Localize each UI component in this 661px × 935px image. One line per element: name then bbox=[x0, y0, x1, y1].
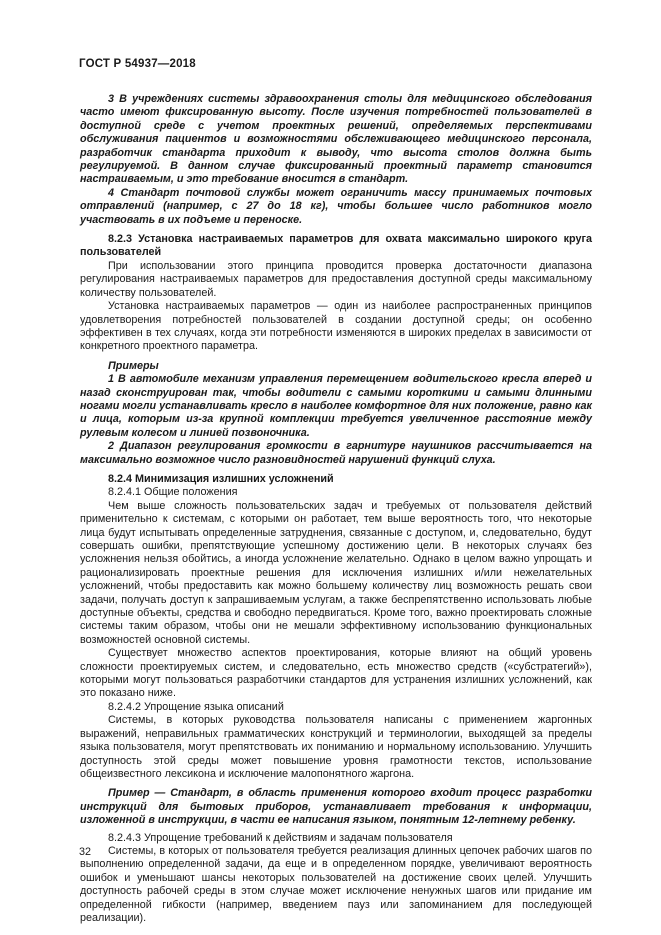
note-3: 3 В учреждениях системы здравоохранения столы для медицинского обследования часто имеют фиксированную высоту. После изучения потребностей пользователей в доступной среде с учетом проектных решений, определяемых перспективами обслуживания пациентов и возможностями обслеживающего медицинского персонала, разработчик стандарта приходит к выводу, что высота столов должна быть регулируемой. В данном случае фиксированный проектный параметр становится настраиваемым, и это требование вносится в стандарт. bbox=[80, 93, 592, 186]
page-content bbox=[80, 93, 592, 925]
section-8-2-4-3-paragraph-1: Системы, в которых от пользователя требуется реализация длинных цепочек рабочих шагов по выполнению определенной задачи, да еще и в определенном порядке, увеличивают вероятность ошибок и уменьшают шансы некоторых пользователей на достижение своих целей. Улучшить доступность рабочей среды в этом случае может исключение ненужных шагов или придание им определенной гибкости (например, введением пауз или запоминанием для последующей реализации). bbox=[80, 844, 592, 924]
section-8-2-4-3-heading: 8.2.4.3 Упрощение требований к действиям и задачам пользователя bbox=[108, 831, 453, 844]
section-8-2-3-paragraph-2: Установка настраиваемых параметров — один из наиболее распространенных принципов удовлетворения потребностей пользователей в создании доступной среды; он особенно эффективен в тех случаях, когда эти потребности изменяются в широких пределах в зависимости от конкретного проектного параметра. bbox=[80, 300, 592, 353]
section-8-2-4-heading: 8.2.4 Минимизация излишних усложнений bbox=[108, 472, 334, 485]
example-2: 2 Диапазон регулирования громкости в гарнитуре наушников рассчитывается на максимально возможное число разновидностей нарушений функций слуха. bbox=[80, 440, 592, 466]
section-8-2-3-heading: 8.2.3 Установка настраиваемых параметров для охвата максимально широкого круга пользователей bbox=[80, 233, 592, 259]
section-8-2-4-1-heading: 8.2.4.1 Общие положения bbox=[108, 486, 238, 499]
example-plain-language: Пример — Стандарт, в область применения которого входит процесс разработки инструкций для бытовых приборов, устанавливает требования к информации, изложенной в инструкции, в части ее написания языком, понятным 12-летнему ребенку. bbox=[80, 787, 592, 827]
section-8-2-4-2-paragraph-1: Системы, в которых руководства пользователя написаны с применением жаргонных выражений, неправильных грамматических конструкций и терминологии, выходящей за пределы языка пользователя, могут препятствовать их пониманию и нормальному использованию. Улучшить доступность этой среды может повышение уровня грамотности текстов, использование общеизвестного лексикона и исключение малопонятного жаргона. bbox=[80, 714, 592, 780]
note-4: 4 Стандарт почтовой службы может ограничить массу принимаемых почтовых отправлений (например, с 27 до 18 кг), чтобы большее число работников могло участвовать в их подъеме и переноске. bbox=[80, 186, 592, 226]
section-8-2-3-paragraph-1: При использовании этого принципа проводится проверка достаточности диапазона регулирования настраиваемых параметров для предоставления доступной среды максимальному количеству пользователей. bbox=[80, 259, 592, 299]
example-1: 1 В автомобиле механизм управления перемещением водительского кресла вперед и назад сконструирован так, чтобы водители с самыми короткими и самыми длинными ногами могли устанавливать кресло в наиболее комфортное для них положение, равно как и лица, которым из-за крупной комплекции требуется увеличенное расстояние между рулевым колесом и линией позвоночника. bbox=[80, 373, 592, 439]
examples-label: Примеры bbox=[108, 359, 159, 372]
section-8-2-4-1-paragraph-2: Существует множество аспектов проектирования, которые влияют на общий уровень сложности проектируемых систем, и следовательно, есть множество средств («субстратегий»), которыми могут пользоваться разработчики стандартов для устранения излишних усложнений, как это показано ниже. bbox=[80, 647, 592, 700]
section-8-2-4-1-paragraph-1: Чем выше сложность пользовательских задач и требуемых от пользователя действий применительно к системам, с которыми он работает, тем выше вероятность того, что некоторые лица будут испытывать определенные затруднения, связанные с доступом, и, следовательно, будут совершать ошибки, препятствующие успешному достижению цели. В некоторых случаях без усложнения нельзя обойтись, а иногда усложнение желательно. Однако в целом важно упрощать и рационализировать проектные решения для исключения излишних и/или нежелательных усложнений, чтобы предоставить как можно большему количеству лиц возможность решать свои задачи, получать доступ к запрашиваемым услугам, а также беспрепятственно использовать любые доступные объекты, средства и свободно передвигаться. Кроме того, важно проектировать сложные системы таким образом, чтобы они не мешали эффективному использованию функциональных возможностей основной системы. bbox=[80, 499, 592, 646]
document-header: ГОСТ Р 54937—2018 bbox=[79, 58, 196, 70]
section-8-2-4-2-heading: 8.2.4.2 Упрощение языка описаний bbox=[108, 700, 284, 713]
page-number: 32 bbox=[79, 846, 92, 858]
